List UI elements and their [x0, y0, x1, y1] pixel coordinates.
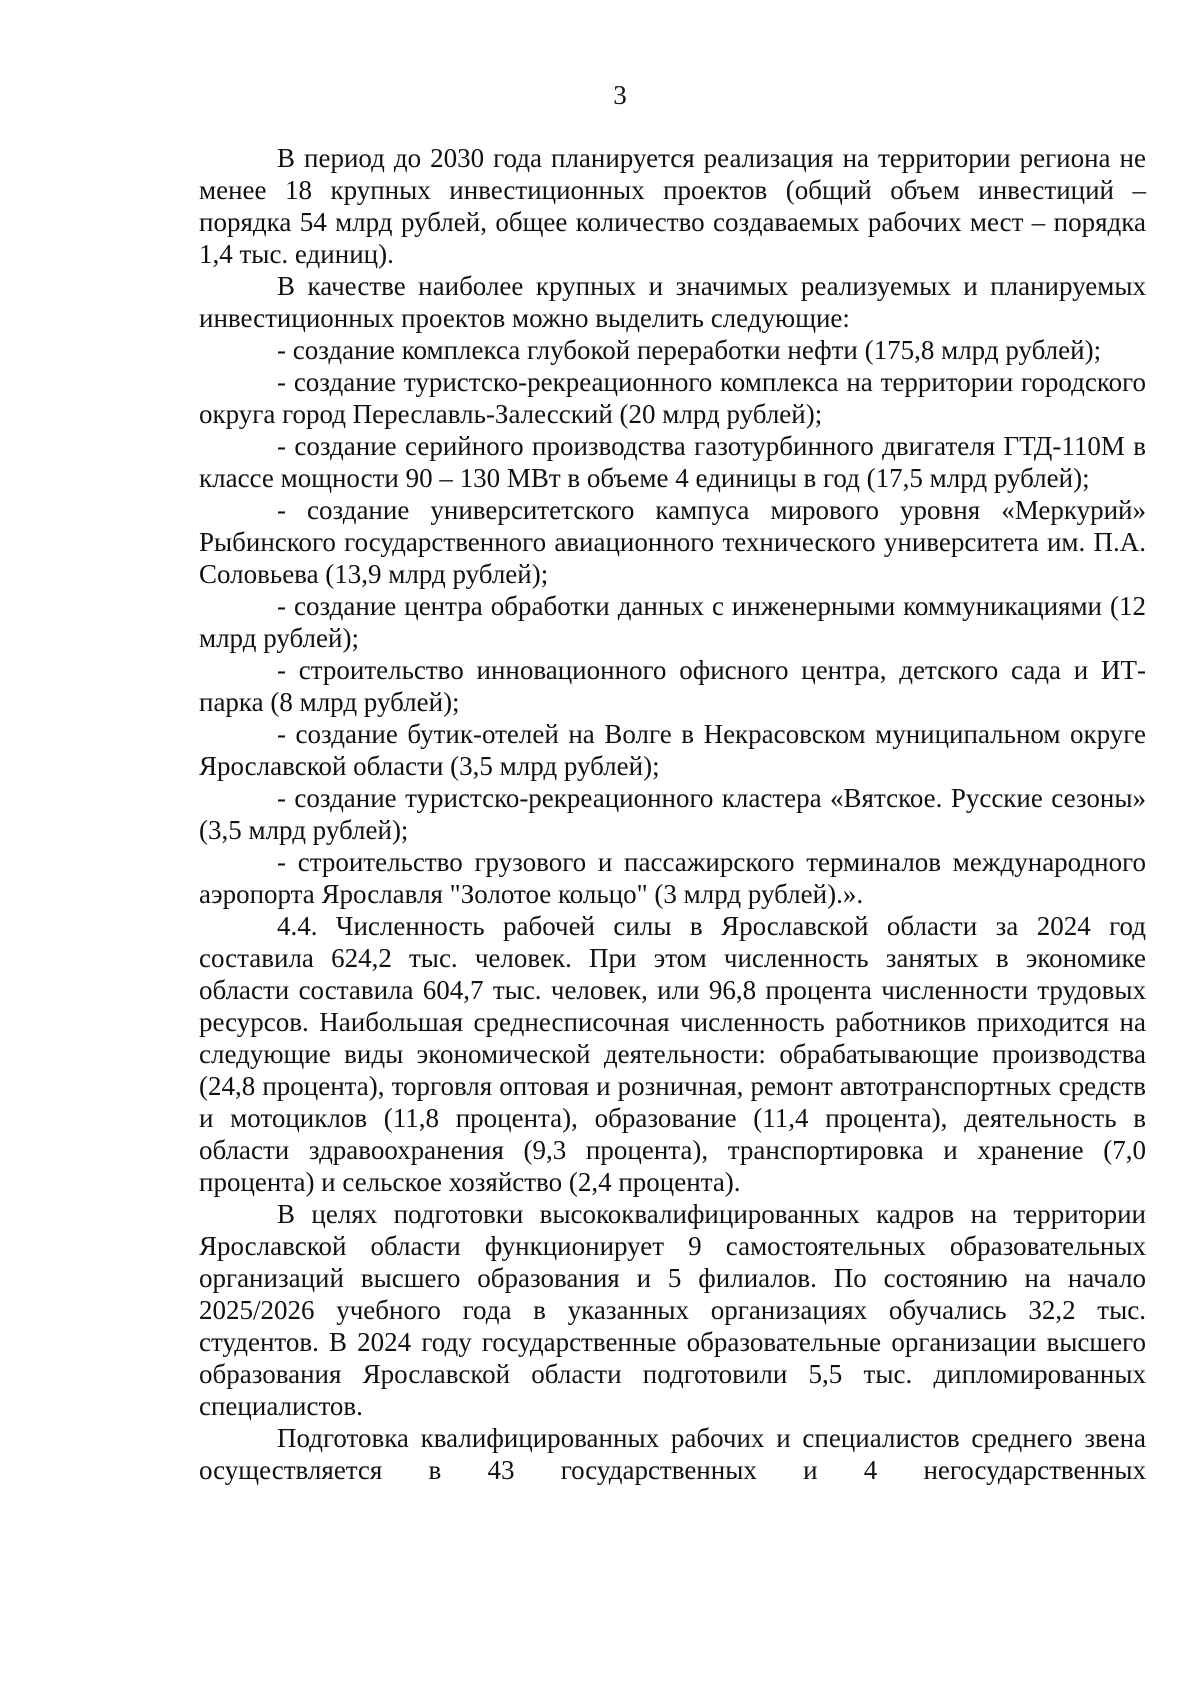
list-item-office-center: - строительство инновационного офисного центра, детского сада и ИТ-парка (8 млрд рублей);	[199, 655, 1146, 717]
paragraph-higher-education: В целях подготовки высококвалифицированных кадров на территории Ярославской области функционирует 9 самостоятельных образовательных организаций высшего образования и 5 филиалов. По состоянию на начало 2025/2026 учебного года в указанных организациях обучались 32,2 тыс. студентов. В 2024 году государственные образовательные организации высшего образования Ярославской области подготовили 5,5 тыс. дипломированных специалистов.	[199, 1199, 1146, 1421]
list-item-gas-turbine: - создание серийного производства газотурбинного двигателя ГТД-110М в классе мощности 90 – 130 МВт в объеме 4 единицы в год (17,5 млрд рублей);	[199, 431, 1146, 493]
list-item-data-center: - создание центра обработки данных с инженерными коммуникациями (12 млрд рублей);	[199, 591, 1146, 653]
paragraph-investment-plan: В период до 2030 года планируется реализация на территории региона не менее 18 крупных инвестиционных проектов (общий объем инвестиций – порядка 54 млрд рублей, общее количество создаваемых рабочих мест – порядка 1,4 тыс. единиц).	[199, 143, 1146, 269]
paragraph-labor-force: 4.4. Численность рабочей силы в Ярославской области за 2024 год составила 624,2 тыс. человек. При этом численность занятых в экономике области составила 604,7 тыс. человек, или 96,8 процента численности трудовых ресурсов. Наибольшая среднесписочная численность работников приходится на следующие виды экономической деятельности: обрабатывающие производства (24,8 процента), торговля оптовая и розничная, ремонт автотранспортных средств и мотоциклов (11,8 процента), образование (11,4 процента), деятельность в области здравоохранения (9,3 процента), транспортировка и хранение (7,0 процента) и сельское хозяйство (2,4 процента).	[199, 911, 1146, 1197]
list-item-oil-refining: - создание комплекса глубокой переработки нефти (175,8 млрд рублей);	[277, 335, 1102, 365]
list-item-boutique-hotels: - создание бутик-отелей на Волге в Некрасовском муниципальном округе Ярославской области (3,5 млрд рублей);	[199, 719, 1146, 781]
list-item-university-campus: - создание университетского кампуса мирового уровня «Меркурий» Рыбинского государственного авиационного технического университета им. П.А. Соловьева (13,9 млрд рублей);	[199, 495, 1146, 589]
document-body	[199, 142, 1146, 1486]
page-number: 3	[613, 80, 627, 110]
paragraph-vocational-training: Подготовка квалифицированных рабочих и специалистов среднего звена осуществляется в 43 государственных и 4 негосударственных	[199, 1423, 1146, 1485]
list-item-vyatskoe-cluster: - создание туристско-рекреационного кластера «Вятское. Русские сезоны» (3,5 млрд рублей);	[199, 783, 1146, 845]
paragraph-projects-intro: В качестве наиболее крупных и значимых реализуемых и планируемых инвестиционных проектов можно выделить следующие:	[199, 271, 1146, 333]
list-item-pereslavl-resort: - создание туристско-рекреационного комплекса на территории городского округа город Переславль-Залесский (20 млрд рублей);	[199, 367, 1146, 429]
list-item-airport-terminals: - строительство грузового и пассажирского терминалов международного аэропорта Ярославля "Золотое кольцо" (3 млрд рублей).».	[199, 847, 1146, 909]
